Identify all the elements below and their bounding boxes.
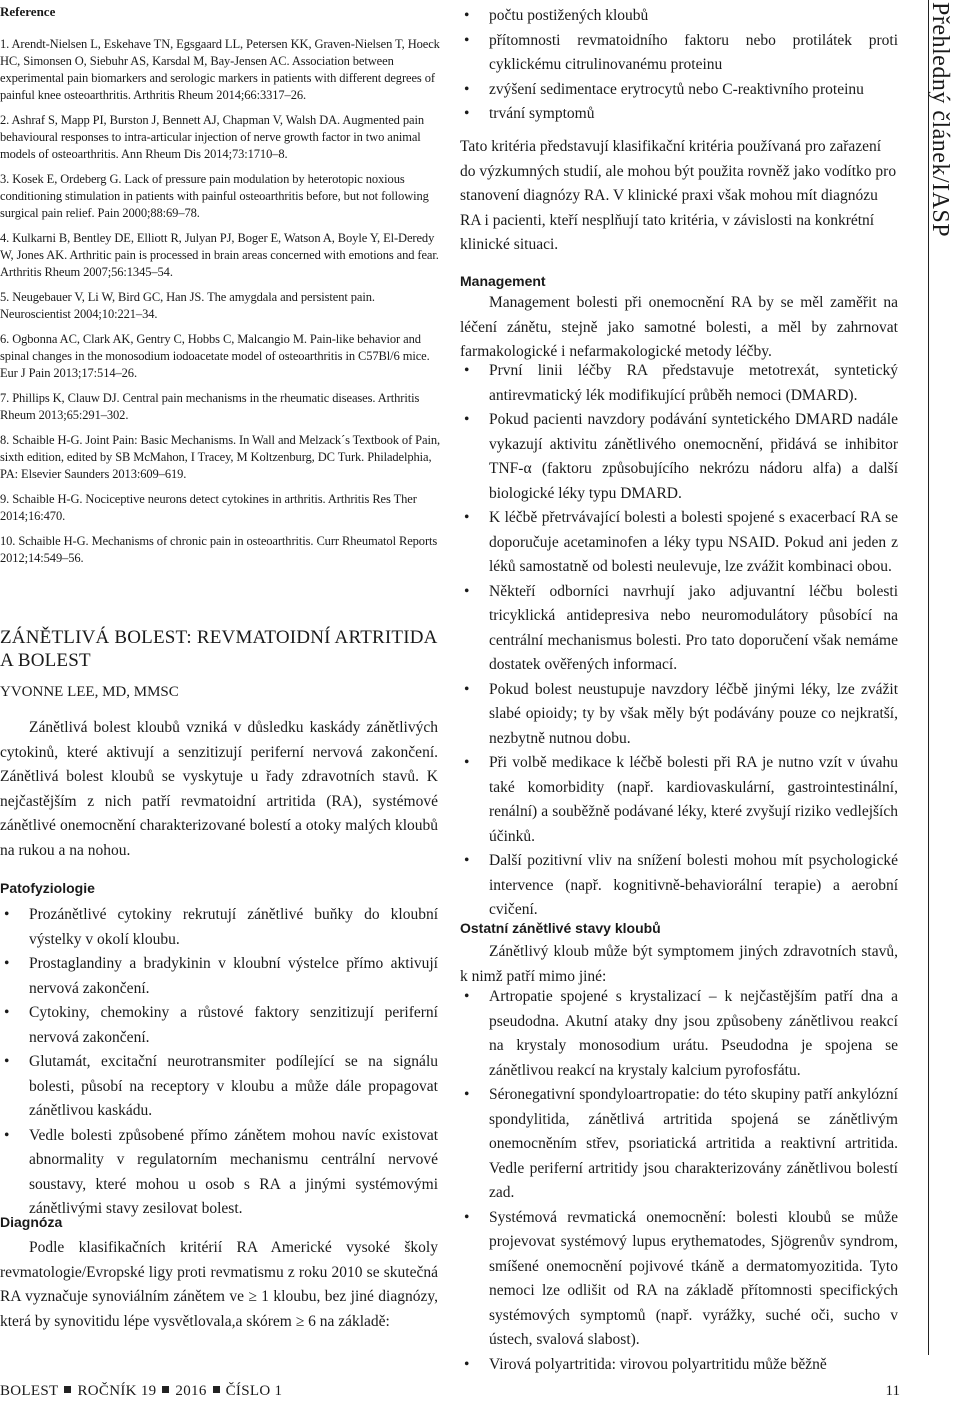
list-item: • Prozánětlivé cytokiny rekrutují zánětlivé buňky do kloubní výstelky v okolí kloubu.: [0, 903, 438, 952]
reference-item: 3. Kosek E, Ordeberg G. Lack of pressure pain modulation by heterotopic noxious conditioning stimulation in patients with painful osteoarthritis before, but not following surgical pain relief. Pain 2000;88:69–78.: [0, 172, 429, 220]
list-item: • Další pozitivní vliv na snížení bolesti mohou mít psychologické intervence (např. kognitivně-behaviorální terapie) a aerobní cvičení.: [460, 849, 898, 923]
reference-item: 7. Phillips K, Clauw DJ. Central pain mechanisms in the rheumatic diseases. Arthritis Rheum 2013;65:291–302.: [0, 391, 420, 422]
list-item: • zvýšení sedimentace erytrocytů nebo C-reaktivního proteinu: [460, 78, 898, 103]
page-footer: [0, 1383, 900, 1403]
list-item: • Pokud bolest neustupuje navzdory léčbě jinými léky, lze zvážit slabé opioidy; ty by však měly být podávány pouze co nejkratší, nezbytně nutnou dobu.: [460, 678, 898, 752]
journal-issue: ČÍSLO 1: [225, 1383, 283, 1399]
ostatni-heading: Ostatní zánětlivé stavy kloubů: [460, 920, 661, 936]
reference-item: 4. Kulkarni B, Bentley DE, Elliott R, Julyan PJ, Boger E, Watson A, Boyle Y, El-Deredy W, Jones AK. Arthritic pain is processed in brain areas concerned with emotions and fear. Arthritis Rheum 2007;56:1345–54.: [0, 231, 439, 279]
reference-item: 9. Schaible H-G. Nociceptive neurons detect cytokines in arthritis. Arthritis Res Ther 2014;16:470.: [0, 492, 417, 523]
reference-item: 1. Arendt-Nielsen L, Eskehave TN, Egsgaard LL, Petersen KK, Graven-Nielsen T, Hoeck HC, Simonsen O, Siebuhr AS, Karsdal M, Bay-Jensen AC. Association between experimental pain biomarkers and serologic markers in patients with different degrees of painful knee osteoarthritis. Arthritis Rheum 2014;66:3317–26.: [0, 37, 440, 102]
management-heading: Management: [460, 273, 546, 289]
journal-volume: ROČNÍK 19: [77, 1383, 157, 1399]
journal-name: BOLEST: [0, 1383, 59, 1399]
management-list: [460, 359, 898, 923]
article-author: YVONNE LEE, MD, MMSC: [0, 684, 179, 700]
list-item: • K léčbě přetrvávající bolesti a bolesti spojené s exacerbací RA se doporučuje acetaminofen a léky typu NSAID. Pokud ani jeden z léků samostatně od bolesti neulevuje, lze zvážit kombinaci obou.: [460, 506, 898, 580]
section-tag-label: Přehledný článek/IASP: [927, 2, 953, 238]
criteria-note: Tato kritéria představují klasifikační kritéria používaná pro zařazení do výzkumných studií, ale mohou být použita rovněž jako vodítko pro stanovení diagnózy RA. V klinické praxi však mohou mít diagnózu RA i pacienti, kteří nesplňují tato kritéria, v závislosti na konkrétní klinické situaci.: [460, 138, 897, 253]
list-item: • Virová polyartritida: virovou polyartritidu může běžně: [460, 1353, 898, 1378]
diagnoza-heading: Diagnóza: [0, 1214, 63, 1230]
criteria-list: [460, 4, 898, 127]
list-item: • Při volbě medikace k léčbě bolesti při RA je nutno vzít v úvahu také komorbidity (např. kardiovaskulární, gastrointestinální, renální) a souběžně podávané léky, které zvyšují riziko vedlejších účinků.: [460, 751, 898, 849]
separator-square-icon: [64, 1386, 71, 1393]
article-title: ZÁNĚTLIVÁ BOLEST: REVMATOIDNÍ ARTRITIDA A BOLEST: [0, 627, 437, 671]
reference-item: 8. Schaible H-G. Joint Pain: Basic Mechanisms. In Wall and Melzack´s Textbook of Pain, sixth edition, edited by SB McMahon, I Tracey, M Koltzenburg, DC Turk. Philadelphia, PA: Elsevier Saunders 2013:609–619.: [0, 433, 441, 481]
references-list: [0, 36, 445, 575]
patofyziologie-list: [0, 903, 438, 1222]
ostatni-list: [460, 985, 898, 1377]
reference-item: 6. Ogbonna AC, Clark AK, Gentry C, Hobbs C, Malcangio M. Pain-like behavior and spinal changes in the monosodium iodoacetate model of osteoarthritis in C57Bl/6 mice. Eur J Pain 2013;17:514–26.: [0, 332, 430, 380]
list-item: • Vedle bolesti způsobené přímo zánětem mohou navíc existovat abnormality v regulatorním mechanismu centrální nervové soustavy, které mohou u osob s RA a jinými systémovými zánětlivými stavy zesilovat bolest.: [0, 1124, 438, 1222]
reference-item: 10. Schaible H-G. Mechanisms of chronic pain in osteoarthritis. Curr Rheumatol Reports 2012;14:549–56.: [0, 534, 438, 565]
list-item: • počtu postižených kloubů: [460, 4, 898, 29]
journal-year: 2016: [175, 1383, 207, 1399]
list-item: • Séronegativní spondyloartropatie: do této skupiny patří ankylózní spondylitida, zánětlivá artritida spojená se zánětlivým onemocněním střev, psoriatická artritida a reaktivní artritida. Vedle periferní artritidy jsou charakterizovány zánětlivou bolestí zad.: [460, 1083, 898, 1206]
page-number: 11: [885, 1383, 900, 1399]
diagnoza-text: Podle klasifikačních kritérií RA Americké vysoké školy revmatologie/Evropské ligy proti revmatismu z roku 2010 se skutečná RA vyznačuje synoviálním zánětem ve ≥ 1 kloubu, bez jiné diagnózy, která by synovitidu lépe vysvětlovala,a skórem ≥ 6 na základě:: [0, 1239, 438, 1330]
reference-item: 5. Neugebauer V, Li W, Bird GC, Han JS. The amygdala and persistent pain. Neuroscientist 2004;10:221–34.: [0, 290, 375, 321]
list-item: • přítomnosti revmatoidního faktoru nebo protilátek proti cyklickému citrulinovanému proteinu: [460, 29, 898, 78]
list-item: • První linii léčby RA představuje metotrexát, syntetický antirevmatický lék modifikující průběh nemoci (DMARD).: [460, 359, 898, 408]
list-item: • Pokud pacienti navzdory podávání syntetického DMARD nadále vykazují aktivitu zánětlivého onemocnění, přidává se inhibitor TNF-α (faktoru způsobujícího nekrózu nádoru alfa) a další biologické léky typu DMARD.: [460, 408, 898, 506]
section-tag: [925, 2, 955, 302]
references-heading: Reference: [0, 4, 56, 19]
list-item: • Glutamát, excitační neurotransmiter podílející se na signálu bolesti, působí na receptory v kloubu a může dále propagovat zánětlivou kaskádu.: [0, 1050, 438, 1124]
list-item: • trvání symptomů: [460, 102, 898, 127]
list-item: • Cytokiny, chemokiny a růstové faktory senzitizují periferní nervová zakončení.: [0, 1001, 438, 1050]
list-item: • Systémová revmatická onemocnění: bolesti kloubů se může projevovat systémový lupus erythematodes, Sjögrenův syndrom, smíšené onemocnění pojivové tkáně a dermatomyozitida. Tyto nemoci lze odlišit od RA na základě přítomnosti specifických systémových symptomů (např. vyrážky, suché oči, sucho v ústech, svalová slabost).: [460, 1206, 898, 1353]
ostatni-intro: Zánětlivý kloub může být symptomem jiných zdravotních stavů, k nimž patří mimo jiné:: [460, 943, 898, 985]
separator-square-icon: [213, 1386, 220, 1393]
list-item: • Prostaglandiny a bradykinin v kloubní výstelce přímo aktivují nervová zakončení.: [0, 952, 438, 1001]
journal-info: [0, 1383, 282, 1400]
separator-square-icon: [162, 1386, 169, 1393]
list-item: • Artropatie spojené s krystalizací – k nejčastějším patří dna a pseudodna. Akutní ataky dny jsou způsobeny zánětlivou reakcí na krystaly monosodium urátu. Pseudodna je spojena se zánětlivou reakcí na krystaly kalcium pyrofosfátu.: [460, 985, 898, 1083]
reference-item: 2. Ashraf S, Mapp PI, Burston J, Bennett AJ, Chapman V, Walsh DA. Augmented pain behavioural responses to intra-articular injection of nerve growth factor in two animal models of osteoarthritis. Ann Rheum Dis 2014;73:1710–8.: [0, 113, 424, 161]
list-item: • Někteří odborníci navrhují jako adjuvantní léčbu bolesti tricyklická antidepresiva nebo neuromodulátory působící na centrální mechanismus bolesti. Pro tato doporučení však nemáme dostatek ověřených informací.: [460, 580, 898, 678]
article-intro: Zánětlivá bolest kloubů vzniká v důsledku kaskády zánětlivých cytokinů, které aktivují a senzitizují periferní nervová zakončení. Zánětlivá bolest kloubů se vyskytuje u řady zdravotních stavů. K nejčastějším z nich patří revmatoidní artritida (RA), systémové zánětlivé onemocnění charakterizované bolestí a otoky malých kloubů na rukou a na nohou.: [0, 719, 438, 859]
management-intro: Management bolesti při onemocnění RA by se měl zaměřit na léčení zánětu, stejně jako samotné bolesti, a měl by zahrnovat farmakologické i nefarmakologické metody léčby.: [460, 294, 898, 360]
patofyziologie-heading: Patofyziologie: [0, 880, 95, 896]
